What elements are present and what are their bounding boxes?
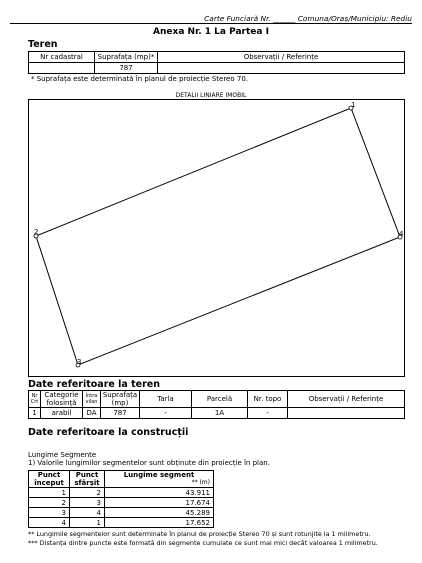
date-teren-title: Date referitoare la teren <box>28 379 160 390</box>
seg-cell-start: 3 <box>29 508 70 518</box>
locality-value: Rediu <box>390 14 412 23</box>
seg-cell-end: 2 <box>70 488 105 498</box>
lungime-note-2: *** Distanța dintre puncte este formată din segmente cumulate ce sunt mai mici decât valoarea 1 milimetru. <box>28 539 378 547</box>
seg-cell-start: 4 <box>29 518 70 528</box>
seg-header-lungime <box>105 471 214 488</box>
point-3-label: 3 <box>77 358 82 366</box>
table-row <box>29 408 405 419</box>
dt-header-categorie: Categorie folosință <box>41 391 83 408</box>
seg-cell-length: 17.652 <box>105 518 214 528</box>
dt-cell-categorie: arabil <box>41 408 83 419</box>
teren-cell-observatii <box>158 63 405 74</box>
teren-cell-cadastral <box>29 63 95 74</box>
diagram-frame <box>28 99 405 377</box>
table-row <box>29 488 214 498</box>
seg-cell-end: 3 <box>70 498 105 508</box>
dt-header-observatii: Observații / Referințe <box>288 391 405 408</box>
dt-cell-observatii <box>288 408 405 419</box>
teren-table <box>28 51 405 74</box>
dt-header-nr: Nr Crt <box>29 391 41 408</box>
lungime-table <box>28 470 214 528</box>
lungime-subtitle: 1) Valorile lungimilor segmentelor sunt obținute din proiecție în plan. <box>28 459 270 467</box>
seg-cell-start: 1 <box>29 488 70 498</box>
dt-header-tarla: Tarla <box>140 391 192 408</box>
seg-header-sfarsit: Punct sfârșit <box>70 471 105 488</box>
teren-footnote: * Suprafața este determinată în planul de proiecție Stereo 70. <box>31 75 249 83</box>
seg-header-inceput: Punct început <box>29 471 70 488</box>
point-2-label: 2 <box>34 228 39 236</box>
table-row <box>29 508 214 518</box>
teren-cell-suprafata: 787 <box>95 63 158 74</box>
seg-cell-start: 2 <box>29 498 70 508</box>
point-1-label: 1 <box>351 101 356 109</box>
seg-header-lungime-label: Lungime segment <box>123 471 195 479</box>
header-divider <box>10 23 412 24</box>
seg-cell-end: 1 <box>70 518 105 528</box>
dt-header-suprafata: Suprafața (mp) <box>101 391 140 408</box>
dt-header-parcela: Parcelă <box>192 391 248 408</box>
seg-cell-end: 4 <box>70 508 105 518</box>
dt-cell-tarla: - <box>140 408 192 419</box>
header-prefix: Carte Funciară Nr. <box>204 14 271 23</box>
seg-cell-length: 17.674 <box>105 498 214 508</box>
dt-cell-suprafata: 787 <box>101 408 140 419</box>
annex-title: Anexa Nr. 1 La Partea I <box>153 27 269 37</box>
parcel-outline <box>36 108 400 365</box>
teren-header-cadastral: Nr cadastral <box>29 52 95 63</box>
seg-cell-length: 43.911 <box>105 488 214 498</box>
table-row <box>29 498 214 508</box>
seg-cell-length: 45.289 <box>105 508 214 518</box>
teren-title: Teren <box>28 39 58 50</box>
locality-label: Comuna/Oraș/Municipiu: <box>297 14 389 23</box>
dt-header-nrtopo: Nr. topo <box>248 391 288 408</box>
diagram-title: DETALII LINIARE IMOBIL <box>175 92 247 99</box>
parcel-diagram <box>28 99 405 377</box>
point-4-label: 4 <box>399 230 404 238</box>
lungime-note-1: ** Lungimile segmentelor sunt determinate în planul de proiecție Stereo 70 și sunt rotunjite la 1 milimetru. <box>28 530 371 538</box>
cf-number: ______ <box>273 14 296 23</box>
dt-header-intravilan: Intra vilan <box>83 391 101 408</box>
teren-header-suprafata: Suprafața (mp)* <box>95 52 158 63</box>
dt-cell-parcela: 1A <box>192 408 248 419</box>
lungime-title: Lungime Segmente <box>28 451 97 459</box>
teren-header-observatii: Observații / Referințe <box>158 52 405 63</box>
dt-cell-intravilan: DA <box>83 408 101 419</box>
date-teren-table <box>28 390 405 419</box>
date-constructii-title: Date referitoare la construcții <box>28 427 189 438</box>
dt-cell-nrtopo: - <box>248 408 288 419</box>
table-row <box>29 518 214 528</box>
dt-cell-nr: 1 <box>29 408 41 419</box>
seg-header-unit: ** (m) <box>191 479 210 486</box>
document-header <box>204 14 412 23</box>
